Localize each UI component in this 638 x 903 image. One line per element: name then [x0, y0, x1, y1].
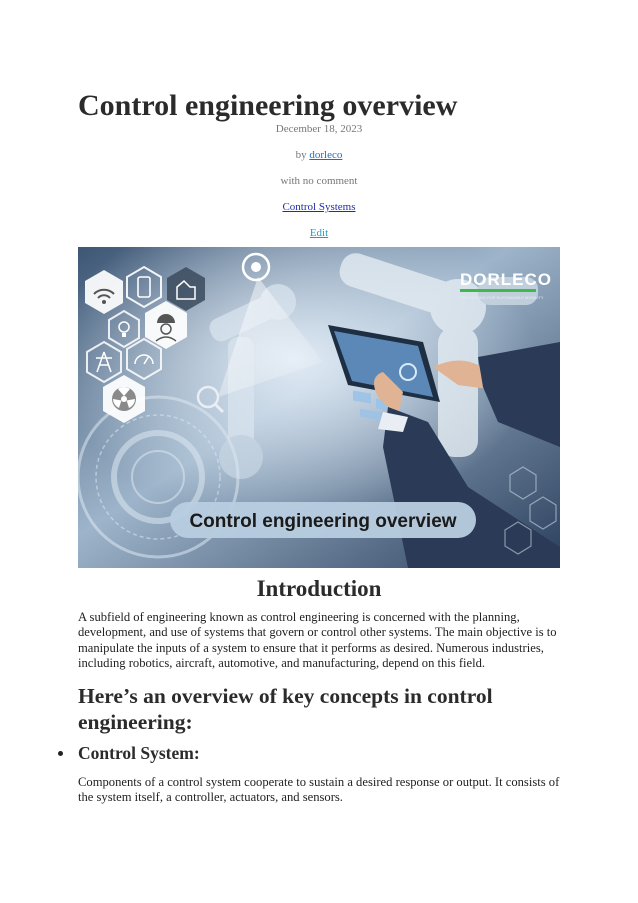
intro-paragraph: A subfield of engineering known as control engineering is concerned with the planning, development, and use of systems that govern or control other systems. The main objective is to manipulate the inputs of a system to ensure that it performs as desired. Numerous industries, including robotics, aircraft, automotive, and manufacturing, depend on this field.: [78, 610, 557, 671]
author-link[interactable]: dorleco: [309, 149, 343, 161]
section-heading-overview: Here’s an overview of key concepts in control engineering:: [78, 684, 493, 734]
section-heading-introduction: Introduction: [256, 576, 382, 601]
post-date: December 18, 2023: [275, 123, 363, 135]
bullet-marker: [58, 751, 63, 756]
post-edit: [0, 226, 638, 240]
author-prefix: by: [295, 149, 307, 161]
hero-illustration: [78, 247, 560, 568]
page-title: Control engineering overview: [78, 89, 458, 122]
post-category: [0, 200, 638, 214]
hero-image: [78, 247, 560, 568]
control-system-paragraph: Components of a control system cooperate to sustain a desired response or output. It consists of the system itself, a controller, actuators, and sensors.: [78, 775, 560, 805]
list-item: [58, 742, 578, 768]
post-author: [0, 148, 638, 162]
svg-text:PARTNERING FOR SUSTAINABLE MOB: PARTNERING FOR SUSTAINABLE MOBILITY: [460, 295, 544, 300]
hero-banner: [170, 502, 476, 538]
brand-logo: [460, 270, 552, 300]
hero-banner-text: Control engineering overview: [189, 511, 457, 532]
edit-link[interactable]: Edit: [309, 227, 329, 239]
svg-text:DORLECO: DORLECO: [460, 270, 552, 289]
comment-count: with no comment: [280, 175, 358, 187]
category-link[interactable]: Control Systems: [282, 201, 356, 213]
list-item-heading: Control System:: [78, 743, 200, 763]
